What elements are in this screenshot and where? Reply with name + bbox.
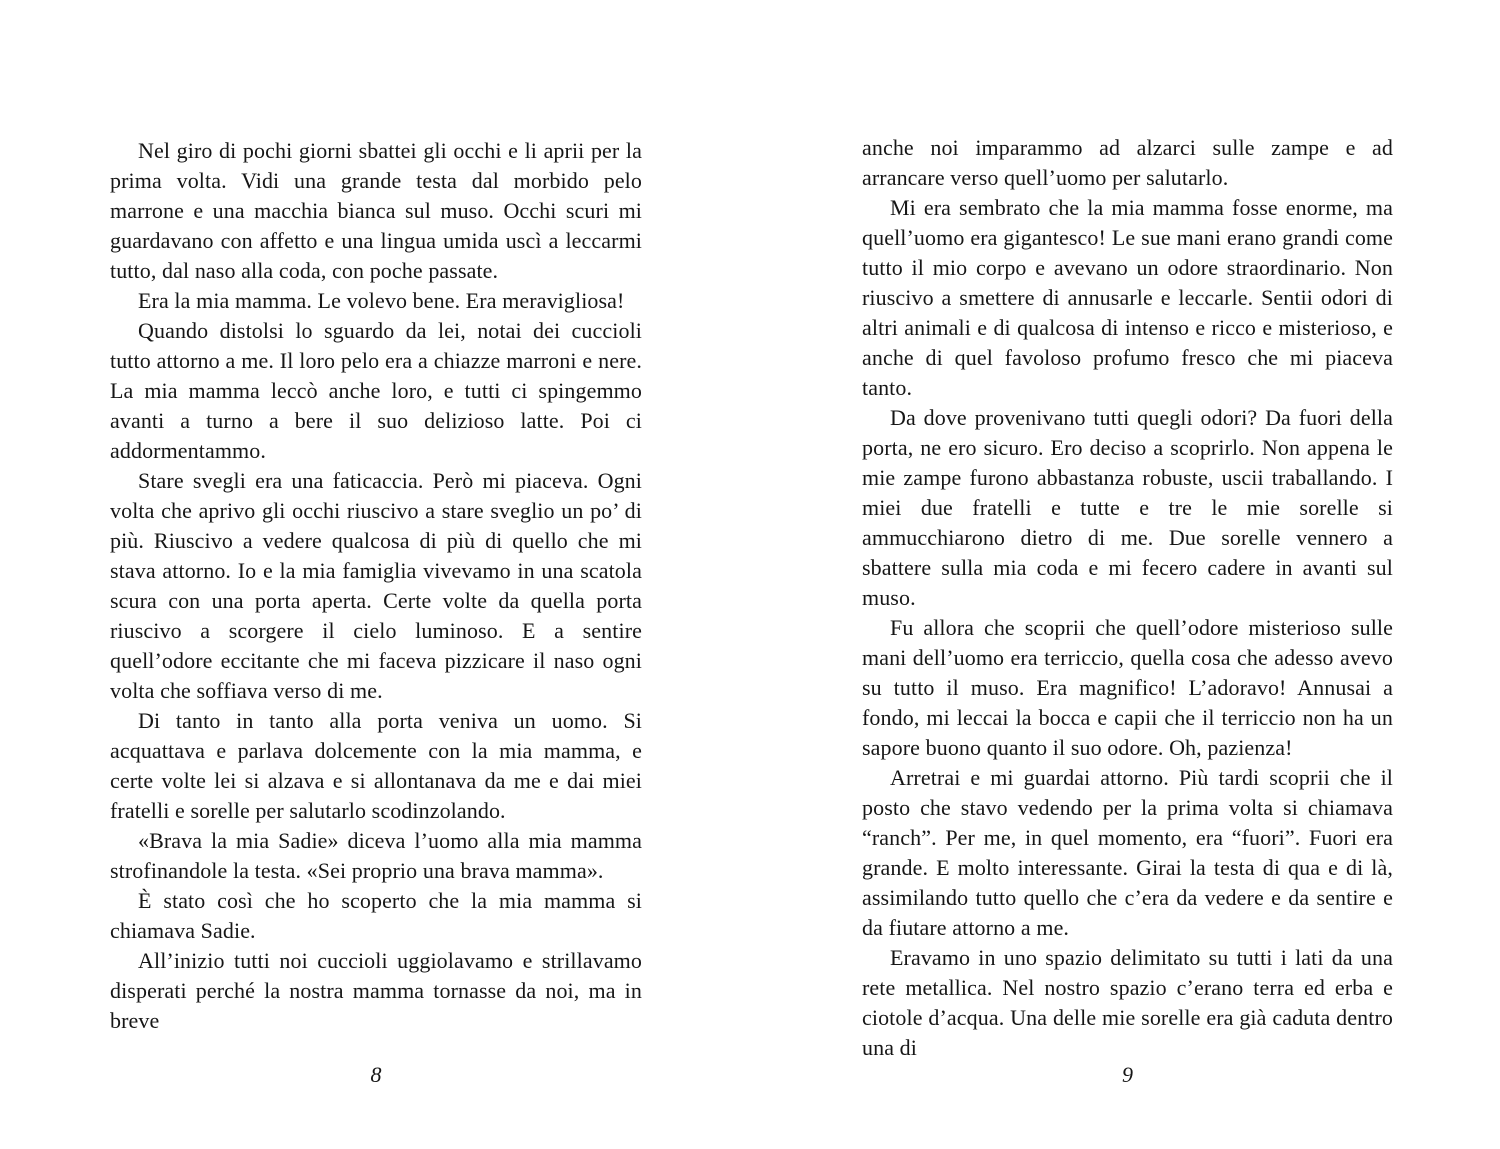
page-number-right: 9: [1122, 1062, 1133, 1087]
paragraph: anche noi imparammo ad alzarci sulle zampe e ad arrancare verso quell’uomo per salutarlo.: [862, 135, 1393, 190]
paragraph: Di tanto in tanto alla porta veniva un uomo. Si acquattava e parlava dolcemente con la mia mamma, e certe volte lei si alzava e si allontanava da me e dai miei fratelli e sorelle per salutarlo scodinzolando.: [110, 708, 642, 823]
paragraph: Eravamo in uno spazio delimitato su tutti i lati da una rete metallica. Nel nostro spazio c’erano terra ed erba e ciotole d’acqua. Una delle mie sorelle era già caduta dentro una di: [862, 945, 1393, 1060]
paragraph: È stato così che ho scoperto che la mia mamma si chiamava Sadie.: [110, 888, 642, 943]
paragraph: Era la mia mamma. Le volevo bene. Era meravigliosa!: [138, 288, 625, 313]
paragraph: «Brava la mia Sadie» diceva l’uomo alla mia mamma strofinandole la testa. «Sei proprio una brava mamma».: [110, 828, 642, 883]
page-right-text: [862, 133, 1393, 1063]
paragraph: Da dove provenivano tutti quegli odori? Da fuori della porta, ne ero sicuro. Ero deciso a scoprirlo. Non appena le mie zampe furono abbastanza robuste, uscii traballando. I miei due fratelli e tutte e tre le mie sorelle si ammucchiarono dietro di me. Due sorelle vennero a sbattere sulla mia coda e mi fecero cadere in avanti sul muso.: [862, 405, 1393, 610]
paragraph: Stare svegli era una faticaccia. Però mi piaceva. Ogni volta che aprivo gli occhi riuscivo a stare sveglio un po’ di più. Riuscivo a vedere qualcosa di più di quello che mi stava attorno. Io e la mia famiglia vivevamo in una scatola scura con una porta aperta. Certe volte da quella porta riuscivo a scorgere il cielo luminoso. E a sentire quell’odore eccitante che mi faceva pizzicare il naso ogni volta che soffiava verso di me.: [110, 468, 642, 703]
paragraph: Mi era sembrato che la mia mamma fosse enorme, ma quell’uomo era gigantesco! Le sue mani erano grandi come tutto il mio corpo e avevano un odore straordinario. Non riuscivo a smettere di annusarle e leccarle. Sentii odori di altri animali e di qualcosa di intenso e ricco e misterioso, e anche di quel favoloso profumo fresco che mi piaceva tanto.: [862, 195, 1393, 400]
page-left-text: [110, 136, 642, 1036]
paragraph: Quando distolsi lo sguardo da lei, notai dei cuccioli tutto attorno a me. Il loro pelo era a chiazze marroni e nere. La mia mamma leccò anche loro, e tutti ci spingemmo avanti a turno a bere il suo delizioso latte. Poi ci addormentammo.: [110, 318, 642, 463]
paragraph: Arretrai e mi guardai attorno. Più tardi scoprii che il posto che stavo vedendo per la prima volta si chiamava “ranch”. Per me, in quel momento, era “fuori”. Fuori era grande. E molto interessante. Girai la testa di qua e di là, assimilando tutto quello che c’era da vedere e da sentire e da fiutare attorno a me.: [862, 765, 1393, 940]
paragraph: All’inizio tutti noi cuccioli uggiolavamo e strillavamo disperati perché la nostra mamma tornasse da noi, ma in breve: [110, 948, 642, 1033]
page-number-left: 8: [370, 1062, 382, 1087]
paragraph: Nel giro di pochi giorni sbattei gli occhi e li aprii per la prima volta. Vidi una grande testa dal morbido pelo marrone e una macchia bianca sul muso. Occhi scuri mi guardavano con affetto e una lingua umida uscì a leccarmi tutto, dal naso alla coda, con poche passate.: [110, 138, 642, 283]
paragraph: Fu allora che scoprii che quell’odore misterioso sulle mani dell’uomo era terriccio, quella cosa che adesso avevo su tutto il muso. Era magnifico! L’adoravo! Annusai a fondo, mi leccai la bocca e capii che il terriccio non ha un sapore buono quanto il suo odore. Oh, pazienza!: [862, 615, 1393, 760]
